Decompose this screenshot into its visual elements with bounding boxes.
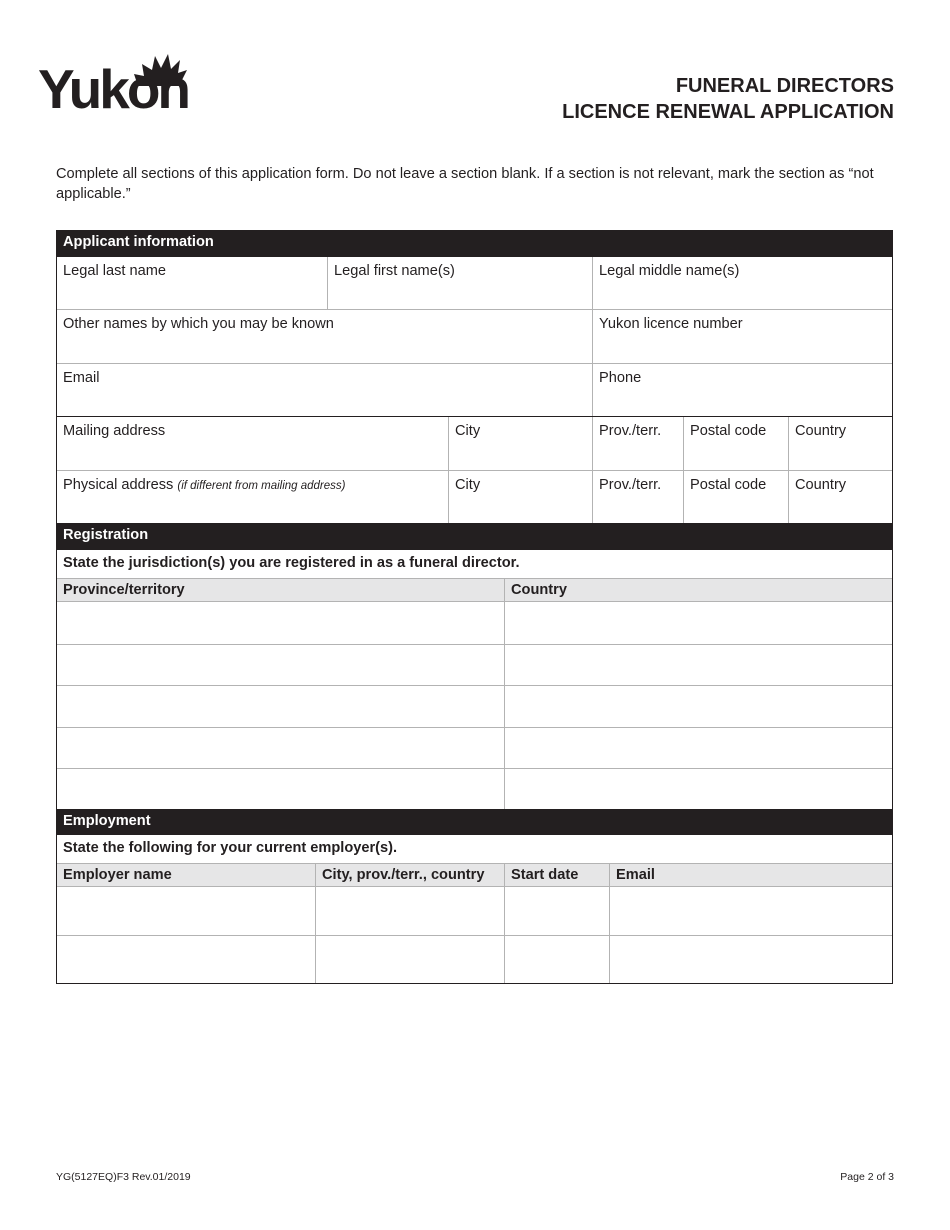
registration-province-input[interactable]	[57, 686, 504, 727]
start-date-input[interactable]	[504, 936, 609, 983]
physical-city-label: City	[455, 477, 481, 493]
legal-last-name-field[interactable]	[57, 257, 327, 309]
mailing-address-label: Mailing address	[63, 423, 166, 439]
physical-prov-field[interactable]	[592, 471, 683, 523]
legal-last-name-label: Legal last name	[63, 263, 167, 279]
mailing-postal-code-field[interactable]	[683, 417, 788, 470]
section-header-employment: Employment	[57, 809, 892, 835]
applicant-row-contact	[57, 363, 892, 416]
form-title	[562, 73, 894, 125]
licence-number-label: Yukon licence number	[599, 316, 743, 332]
mailing-postal-code-label: Postal code	[690, 423, 767, 439]
registration-prompt: State the jurisdiction(s) you are registered in as a funeral director.	[63, 555, 520, 571]
registration-row	[57, 685, 892, 727]
mailing-prov-label: Prov./terr.	[599, 423, 662, 439]
employment-prompt: State the following for your current employer(s).	[63, 840, 398, 856]
mailing-country-label: Country	[795, 423, 847, 439]
employment-row	[57, 887, 892, 935]
title-line-2: LICENCE RENEWAL APPLICATION	[562, 101, 894, 123]
registration-province-input[interactable]	[57, 602, 504, 644]
registration-province-input[interactable]	[57, 728, 504, 768]
registration-country-input[interactable]	[504, 686, 892, 727]
mailing-country-field[interactable]	[788, 417, 892, 470]
email-field[interactable]	[57, 364, 592, 416]
registration-province-input[interactable]	[57, 769, 504, 809]
physical-city-field[interactable]	[448, 471, 592, 523]
yukon-logo	[38, 52, 210, 124]
title-line-1: FUNERAL DIRECTORS	[675, 75, 894, 97]
physical-address-field[interactable]	[57, 471, 448, 523]
physical-country-field[interactable]	[788, 471, 892, 523]
registration-country-input[interactable]	[504, 645, 892, 685]
col-country: Country	[504, 579, 892, 601]
mailing-prov-field[interactable]	[592, 417, 683, 470]
registration-row	[57, 644, 892, 685]
registration-country-input[interactable]	[504, 769, 892, 809]
legal-first-names-field[interactable]	[327, 257, 592, 309]
employment-row	[57, 935, 892, 983]
logo-wordmark: Yukon	[38, 58, 189, 120]
form-code: YG(5127EQ)F3 Rev.01/2019	[56, 1171, 191, 1183]
registration-column-headers	[57, 578, 892, 602]
physical-country-label: Country	[795, 477, 847, 493]
registration-country-input[interactable]	[504, 602, 892, 644]
physical-address-note: (if different from mailing address)	[177, 480, 346, 492]
legal-middle-names-label: Legal middle name(s)	[599, 263, 740, 279]
registration-row	[57, 768, 892, 809]
instructions-text: Complete all sections of this application form. Do not leave a section blank. If a section is not relevant, mark the section as “not applicable.”	[56, 166, 874, 202]
employment-column-headers	[57, 863, 892, 887]
start-date-input[interactable]	[504, 887, 609, 935]
phone-label: Phone	[599, 370, 642, 386]
employer-name-input[interactable]	[57, 936, 315, 983]
other-names-field[interactable]	[57, 310, 592, 363]
col-employer-name: Employer name	[63, 867, 172, 883]
physical-postal-code-field[interactable]	[683, 471, 788, 523]
phone-field[interactable]	[592, 364, 892, 416]
physical-address-label: Physical address	[63, 477, 174, 493]
employer-email-input[interactable]	[609, 936, 892, 983]
mailing-city-field[interactable]	[448, 417, 592, 470]
employer-email-input[interactable]	[609, 887, 892, 935]
licence-number-field[interactable]	[592, 310, 892, 363]
section-header-applicant: Applicant information	[57, 230, 892, 257]
physical-prov-label: Prov./terr.	[599, 477, 662, 493]
col-province-territory: Province/territory	[63, 582, 185, 598]
employer-location-input[interactable]	[315, 936, 504, 983]
col-start-date: Start date	[504, 864, 609, 886]
registration-province-input[interactable]	[57, 645, 504, 685]
legal-middle-names-field[interactable]	[592, 257, 892, 309]
section-header-registration: Registration	[57, 523, 892, 550]
legal-first-names-label: Legal first name(s)	[334, 263, 455, 279]
application-form	[56, 230, 893, 984]
physical-postal-code-label: Postal code	[690, 477, 767, 493]
applicant-row-other-names	[57, 309, 892, 363]
employer-location-input[interactable]	[315, 887, 504, 935]
page-number: Page 2 of 3	[840, 1171, 894, 1183]
other-names-label: Other names by which you may be known	[63, 316, 334, 332]
registration-row	[57, 727, 892, 768]
applicant-row-mailing	[57, 416, 892, 470]
employer-name-input[interactable]	[57, 887, 315, 935]
col-email: Email	[609, 864, 892, 886]
email-label: Email	[63, 370, 100, 386]
registration-row	[57, 602, 892, 644]
mailing-city-label: City	[455, 423, 481, 439]
applicant-row-names	[57, 257, 892, 309]
mailing-address-field[interactable]	[57, 417, 448, 470]
col-city-prov-country: City, prov./terr., country	[315, 864, 504, 886]
registration-country-input[interactable]	[504, 728, 892, 768]
applicant-row-physical	[57, 470, 892, 523]
